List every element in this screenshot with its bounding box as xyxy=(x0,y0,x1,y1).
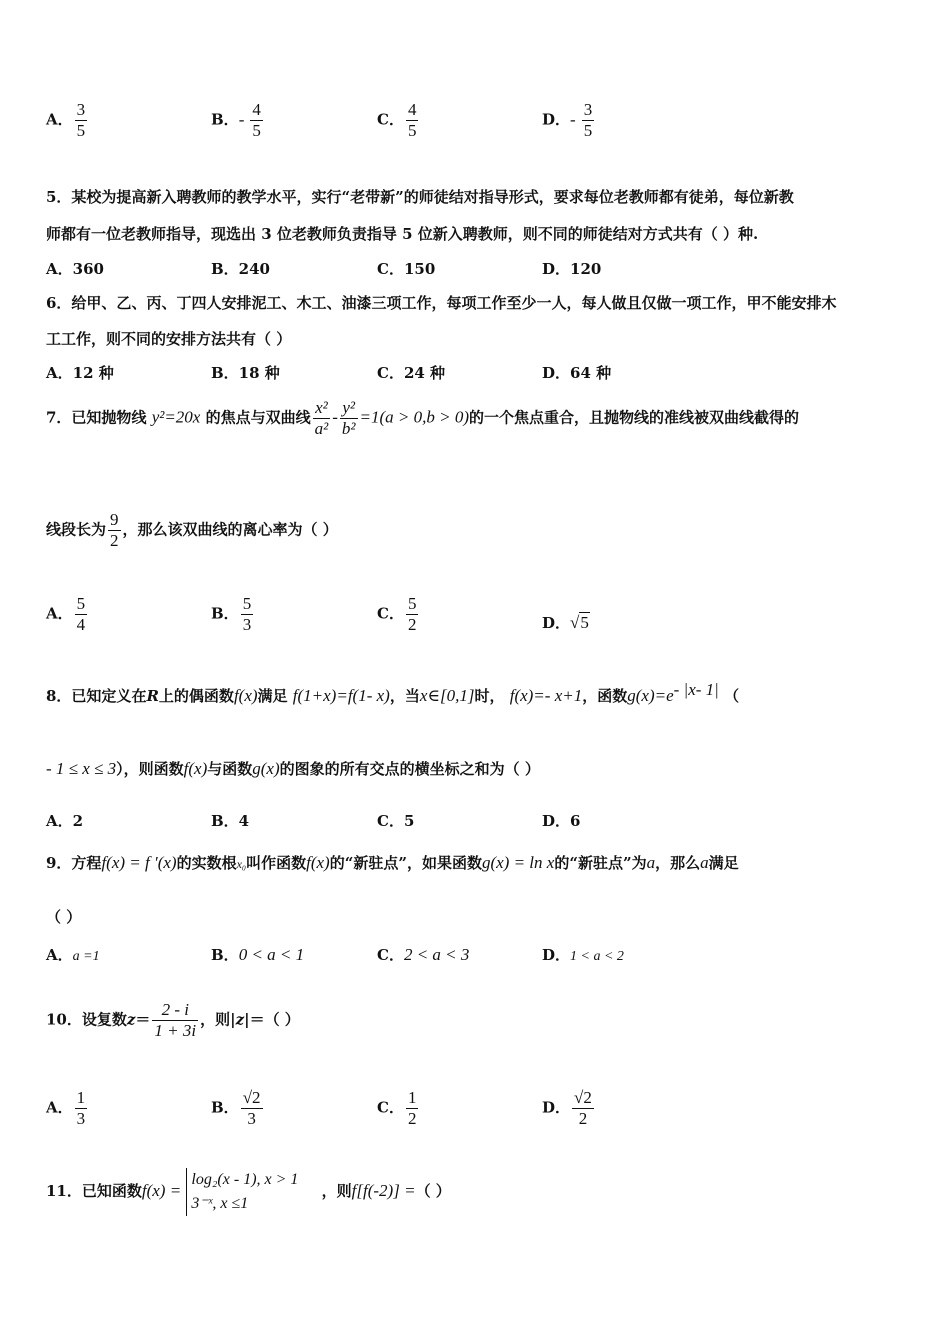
q6-option-c[interactable]: C．24 种 xyxy=(377,364,446,382)
parabola-equation: y²=20x xyxy=(151,407,201,427)
q5-option-d[interactable]: D．120 xyxy=(542,260,602,278)
q6-option-b[interactable]: B．18 种 xyxy=(211,364,280,382)
q6-option-a[interactable]: A．12 种 xyxy=(46,364,114,382)
q7-option-c[interactable]: C． $\frac{5}{2}$ xyxy=(377,594,417,634)
q9-option-c[interactable]: C．2 < a < 3 xyxy=(377,945,470,964)
q5-stem-line1: 5．某校为提高新入聘教师的教学水平，实行“老带新”的师徒结对指导形式，要求每位老教师都有徒弟，每位新教 xyxy=(46,188,794,206)
fraction: $\frac{4}{5}$ xyxy=(252,100,261,140)
fraction: $\frac{3}{5}$ xyxy=(76,100,86,140)
q10-stem: 10．设复数z＝ $\frac{2 - i}{1 + 3i}$ ，则|z|＝（ ） xyxy=(46,1000,300,1040)
q7-option-a[interactable]: A． $\frac{5}{4}$ xyxy=(46,594,86,634)
q8-stem-line2: - 1 ≤ x ≤ 3），则函数f(x)与函数g(x)的图象的所有交点的横坐标之和为（ ） xyxy=(46,759,540,778)
q8-option-b[interactable]: B．4 xyxy=(211,812,250,830)
q4-option-c[interactable]: C． $\frac{4}{5}$ xyxy=(377,100,417,140)
q7-option-d[interactable]: D．√5 xyxy=(542,613,589,632)
q9-stem-line2: （ ） xyxy=(46,908,82,926)
sqrt-expression: √5 xyxy=(570,613,589,632)
q10-option-c[interactable]: C． $\frac{1}{2}$ xyxy=(377,1088,417,1128)
fraction: $\frac{2 - i}{1 + 3i}$ xyxy=(154,1000,197,1040)
fraction: $\frac{√2}{2}$ xyxy=(574,1088,592,1128)
fraction: $\frac{1}{3}$ xyxy=(76,1088,86,1128)
fraction: $\frac{\text{y²}}{\text{b²}}$ xyxy=(341,398,356,438)
q5-stem-line2: 师都有一位老教师指导，现选出 3 位老教师负责指导 5 位新入聘教师，则不同的师徒结对方式共有（ ）种. xyxy=(46,225,759,243)
q10-option-a[interactable]: A． $\frac{1}{3}$ xyxy=(46,1088,86,1128)
q9-stem-line1: 9．方程f(x) = f ′(x)的实数根x₀叫作函数f(x)的“新驻点”，如果函数g(x) = ln x的“新驻点”为a，那么a满足 xyxy=(46,853,739,872)
q4-option-a[interactable]: A． $\frac{3}{5}$ xyxy=(46,100,86,140)
q4-option-b[interactable]: B．- $\frac{4}{5}$ xyxy=(211,100,261,140)
q10-option-b[interactable]: B． $\frac{√2}{3}$ xyxy=(211,1088,261,1128)
q9-option-a[interactable]: A．a =1 xyxy=(46,946,100,964)
q6-stem-line2: 工工作，则不同的安排方法共有（ ） xyxy=(46,330,292,348)
q7-stem-line2: 线段长为 $\frac{9}{2}$ ，那么该双曲线的离心率为（ ） xyxy=(46,510,338,550)
fraction: $\frac{9}{2}$ xyxy=(110,510,119,550)
q8-stem-line1: 8．已知定义在R上的偶函数f(x)满足 f(1+x)=f(1- x)，当x∈[0,1]时， f(x)=- x+1，函数$g(x)=e^{- |x- 1|}$ （ xyxy=(46,680,740,705)
q5-option-c[interactable]: C．150 xyxy=(377,260,436,278)
q4-option-d[interactable]: D．- $\frac{3}{5}$ xyxy=(542,100,593,140)
fraction: $\frac{5}{3}$ xyxy=(242,594,252,634)
fraction: $\frac{√2}{3}$ xyxy=(242,1088,261,1128)
q8-option-d[interactable]: D．6 xyxy=(542,812,581,830)
q8-option-a[interactable]: A．2 xyxy=(46,812,84,830)
q7-stem-line1: 7．已知抛物线 y²=20x 的焦点与双曲线 $\frac{\text{x²}}{\text{a²}}$ - $\frac{\text{y²}}{\text{b²}}$ =1(a > 0,b > 0)的一个焦点重合，且抛物线的准线被双曲线截得的 xyxy=(46,398,800,438)
fraction: $\frac{5}{2}$ xyxy=(407,594,417,634)
q5-option-b[interactable]: B．240 xyxy=(211,260,270,278)
q6-stem-line1: 6．给甲、乙、丙、丁四人安排泥工、木工、油漆三项工作，每项工作至少一人，每人做且仅做一项工作，甲不能安排木 xyxy=(46,294,837,312)
q8-option-c[interactable]: C．5 xyxy=(377,812,415,830)
piecewise-brace: log₂(x - 1), x > 1 3⁻ˣ, x ≤1 xyxy=(186,1168,298,1216)
fraction: $\frac{5}{4}$ xyxy=(76,594,86,634)
fraction: $\frac{1}{2}$ xyxy=(407,1088,417,1128)
q10-option-d[interactable]: D． $\frac{√2}{2}$ xyxy=(542,1088,592,1128)
fraction: $\frac{4}{5}$ xyxy=(407,100,417,140)
fraction: $\frac{\text{x²}}{\text{a²}}$ xyxy=(314,398,329,438)
q11-stem: 11．已知函数f(x) = log₂(x - 1), x > 1 3⁻ˣ, x ≤1 ，则f[f(-2)] =（ ） xyxy=(46,1168,451,1216)
q5-option-a[interactable]: A．360 xyxy=(46,260,104,278)
q7-option-b[interactable]: B． $\frac{5}{3}$ xyxy=(211,594,252,634)
fraction: $\frac{3}{5}$ xyxy=(583,100,593,140)
q6-option-d[interactable]: D．64 种 xyxy=(542,364,612,382)
q9-option-d[interactable]: D．1 < a < 2 xyxy=(542,946,624,964)
q9-option-b[interactable]: B．0 < a < 1 xyxy=(211,945,305,964)
